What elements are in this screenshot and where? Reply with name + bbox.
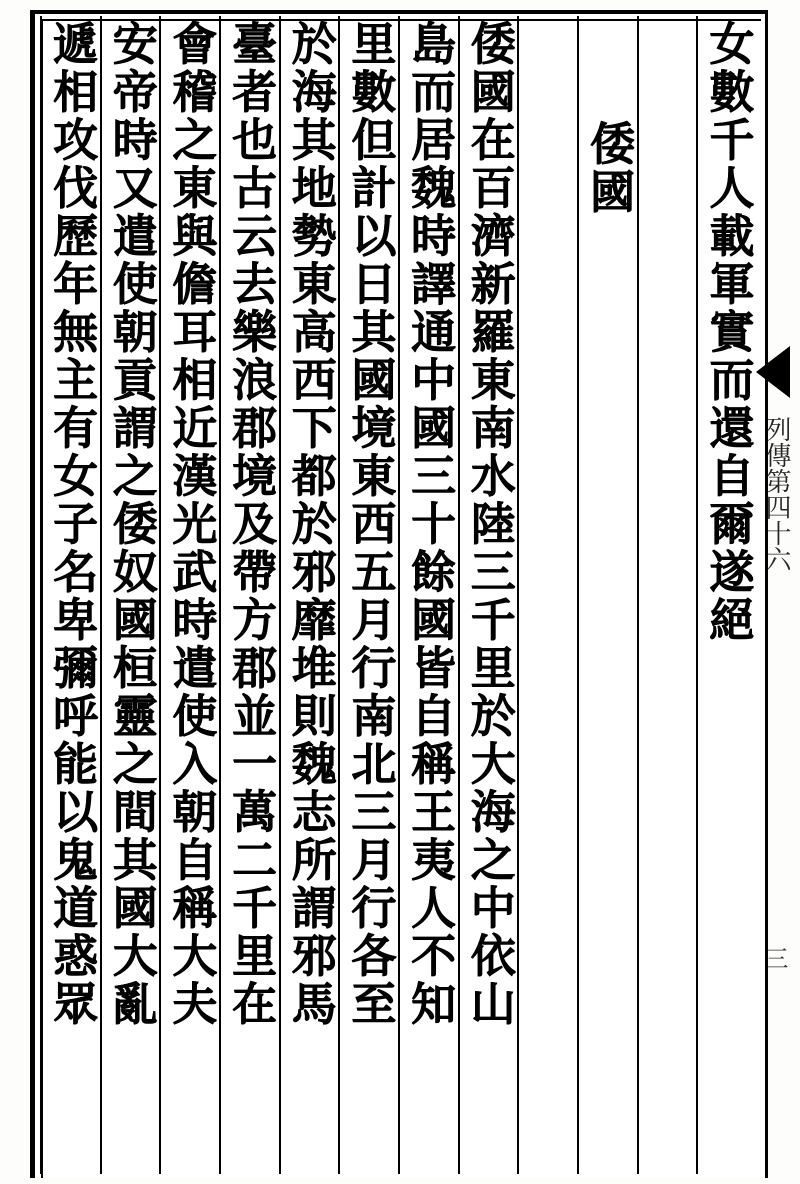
column-text: 安帝時又遣使朝貢謂之倭奴國桓靈之間其國大亂 <box>104 20 158 1028</box>
column-text: 倭國在百濟新羅東南水陸三千里於大海之中依山 <box>462 20 516 1028</box>
text-column <box>219 16 279 1174</box>
column-text: 里數但計以日其國境東西五月行南北三月行各至 <box>343 20 397 1028</box>
column-text: 島而居魏時譯通中國三十餘國皆自稱王夷人不知 <box>402 20 456 1028</box>
section-heading-text: 倭國 <box>581 120 635 216</box>
text-column <box>159 16 219 1174</box>
center-gutter <box>756 16 796 1176</box>
text-column <box>458 16 518 1174</box>
text-column <box>279 16 339 1174</box>
fishtail-marker-icon <box>756 346 790 398</box>
gutter-partial-text: 列傳第四十六 <box>761 416 791 572</box>
column-text: 臺者也古云去樂浪郡境及帶方郡並一萬二千里在 <box>223 20 277 1028</box>
text-column <box>696 16 756 1174</box>
text-column <box>338 16 398 1174</box>
column-text: 於海其地勢東高西下都於邪靡堆則魏志所謂邪馬 <box>283 20 337 1028</box>
column-text: 會稽之東與儋耳相近漢光武時遣使入朝自稱大夫 <box>164 20 218 1028</box>
column-text: 遞相攻伐歷年無主有女子名卑彌呼能以鬼道惑眾 <box>44 20 98 1028</box>
text-column <box>40 16 100 1174</box>
text-column <box>398 16 458 1174</box>
gutter-page-number: 三 <box>760 946 788 970</box>
column-text: 女數千人載軍實而還自爾遂絕 <box>701 20 755 644</box>
text-column-container <box>40 16 756 1176</box>
text-column-blank <box>637 16 697 1174</box>
section-heading-column <box>577 16 637 1174</box>
text-column-blank <box>517 16 577 1174</box>
text-column <box>100 16 160 1174</box>
